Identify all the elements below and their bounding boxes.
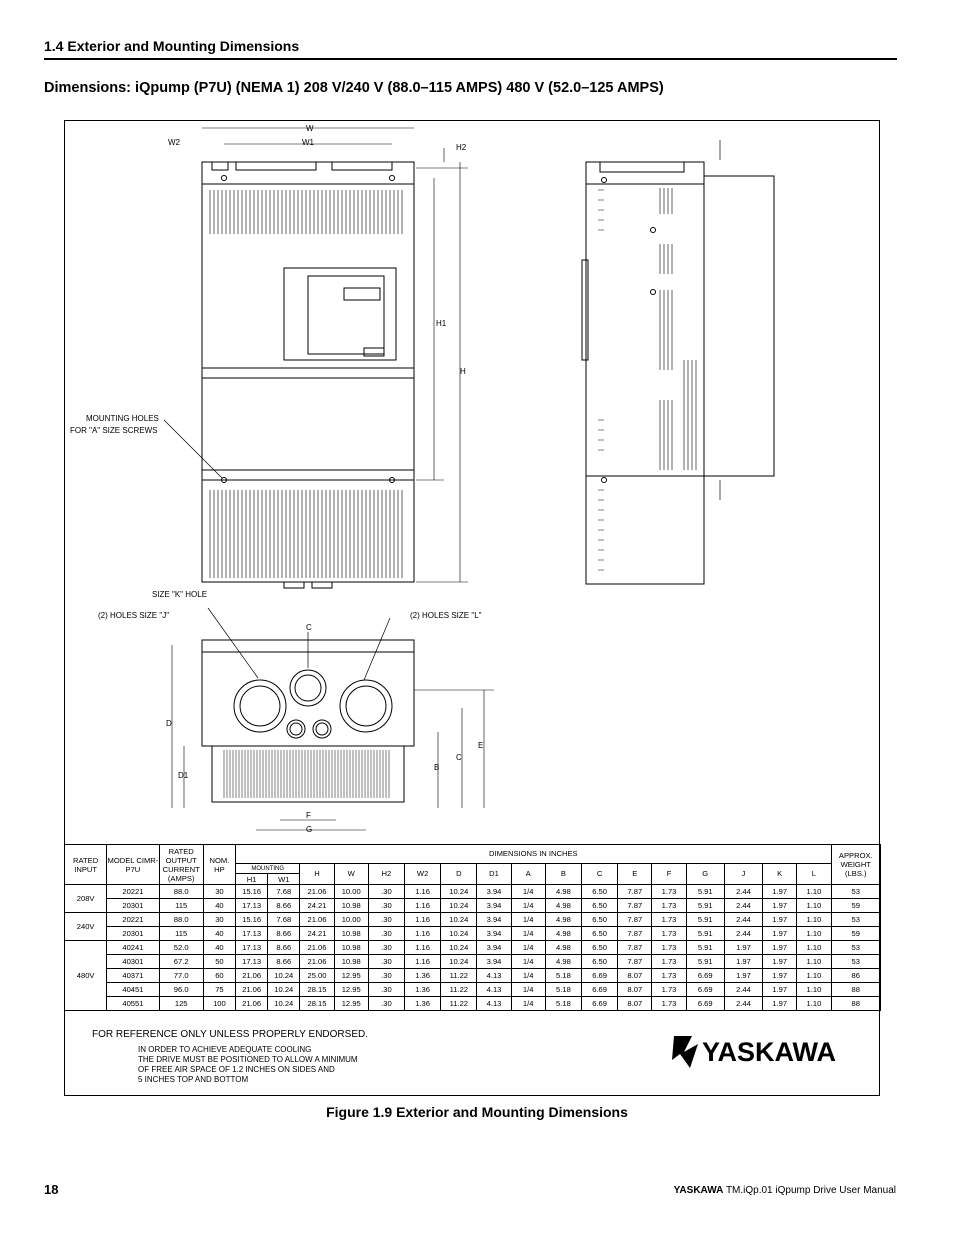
table-cell: 6.50 [582, 955, 618, 969]
table-cell: 5.91 [686, 927, 724, 941]
table-cell: 7.87 [618, 955, 652, 969]
table-cell: 6.50 [582, 885, 618, 899]
table-cell: .30 [368, 927, 404, 941]
table-cell: 20301 [107, 899, 159, 913]
table-cell: 6.69 [686, 969, 724, 983]
table-cell: 6.50 [582, 913, 618, 927]
front-view [164, 128, 468, 588]
table-cell: 4.98 [545, 913, 581, 927]
table-cell: 28.15 [300, 997, 334, 1011]
table-cell: 1.73 [652, 997, 686, 1011]
table-cell: 10.98 [334, 899, 368, 913]
label-mounting-screws: FOR "A" SIZE SCREWS [70, 426, 158, 435]
table-cell: 21.06 [236, 969, 268, 983]
label-j-holes: (2) HOLES SIZE "J" [98, 611, 170, 620]
table-row [65, 997, 881, 1011]
table-cell: 1.16 [405, 913, 441, 927]
table-cell: 1.73 [652, 913, 686, 927]
table-cell: 8.07 [618, 983, 652, 997]
col-h2: H2 [368, 864, 404, 885]
table-cell: 1/4 [511, 941, 545, 955]
table-cell: 4.13 [477, 969, 511, 983]
table-cell: 1.97 [763, 969, 797, 983]
table-cell: 75 [203, 983, 235, 997]
table-cell: 10.24 [268, 969, 300, 983]
label-l-holes: (2) HOLES SIZE "L" [410, 611, 482, 620]
table-cell: 1.97 [763, 899, 797, 913]
table-cell: 3.94 [477, 913, 511, 927]
table-cell: 2.44 [724, 927, 762, 941]
table-cell: 3.94 [477, 927, 511, 941]
table-cell: .30 [368, 899, 404, 913]
table-cell: 20221 [107, 913, 159, 927]
table-cell: .30 [368, 969, 404, 983]
label-h1: H1 [436, 319, 447, 328]
rated-input-cell: 480V [65, 941, 107, 1011]
table-cell: 2.44 [724, 913, 762, 927]
table-cell: 1.73 [652, 969, 686, 983]
table-cell: 7.68 [268, 913, 300, 927]
cooling-line: THE DRIVE MUST BE POSITIONED TO ALLOW A MINIMUM [138, 1055, 358, 1064]
table-cell: 1.16 [405, 927, 441, 941]
table-cell: 115 [159, 927, 203, 941]
table-cell: 10.24 [268, 983, 300, 997]
table-cell: 60 [203, 969, 235, 983]
table-cell: 1/4 [511, 885, 545, 899]
table-cell: 4.98 [545, 885, 581, 899]
table-row [65, 885, 881, 899]
section-heading: 1.4 Exterior and Mounting Dimensions [44, 38, 300, 54]
label-w1: W1 [302, 138, 314, 147]
table-body [65, 885, 881, 1011]
table-cell: 40301 [107, 955, 159, 969]
page-number: 18 [44, 1182, 59, 1197]
table-cell: 3.94 [477, 899, 511, 913]
table-cell: .30 [368, 955, 404, 969]
table-cell: 6.69 [582, 983, 618, 997]
table-cell: 1.97 [724, 941, 762, 955]
table-cell: 1.10 [797, 927, 831, 941]
label-w: W [306, 124, 314, 133]
label-w2: W2 [168, 138, 180, 147]
table-row [65, 941, 881, 955]
drawing-labels [70, 124, 483, 834]
table-cell: 1/4 [511, 955, 545, 969]
col-w1: W1 [268, 874, 300, 885]
table-cell: 3.94 [477, 885, 511, 899]
table-cell: 6.69 [686, 983, 724, 997]
table-cell: 40551 [107, 997, 159, 1011]
table-cell: 21.06 [236, 983, 268, 997]
table-row [65, 983, 881, 997]
table-cell: 5.91 [686, 885, 724, 899]
label-d: D [166, 719, 172, 728]
col-k: K [763, 864, 797, 885]
table-cell: 1.97 [724, 955, 762, 969]
cooling-note [138, 1045, 358, 1085]
col-nom-hp: NOM. HP [203, 845, 235, 885]
table-cell: 10.24 [441, 913, 477, 927]
col-model: MODEL CIMR-P7U [107, 845, 159, 885]
table-cell: 52.0 [159, 941, 203, 955]
table-cell: 12.95 [334, 997, 368, 1011]
table-cell: 4.13 [477, 997, 511, 1011]
table-cell: 15.16 [236, 885, 268, 899]
table-cell: 1.10 [797, 955, 831, 969]
table-cell: 1.97 [763, 927, 797, 941]
table-cell: 10.24 [268, 997, 300, 1011]
footer-brand: YASKAWA [673, 1185, 724, 1196]
table-cell: .30 [368, 885, 404, 899]
table-cell: 7.87 [618, 941, 652, 955]
table-cell: 24.21 [300, 927, 334, 941]
table-cell: 8.07 [618, 997, 652, 1011]
table-cell: 2.44 [724, 997, 762, 1011]
table-cell: 5.18 [545, 969, 581, 983]
table-cell: 1/4 [511, 997, 545, 1011]
figure-caption: Figure 1.9 Exterior and Mounting Dimensions [326, 1104, 628, 1120]
label-mounting-holes: MOUNTING HOLES [86, 414, 159, 423]
table-cell: 21.06 [300, 913, 334, 927]
section-rule [44, 58, 897, 60]
table-cell: 59 [831, 927, 880, 941]
col-j: J [724, 864, 762, 885]
table-cell: 4.13 [477, 983, 511, 997]
page-title: Dimensions: iQpump (P7U) (NEMA 1) 208 V/240 V (88.0–115 AMPS) 480 V (52.0–125 AMPS) [44, 80, 664, 96]
table-cell: 1.97 [724, 969, 762, 983]
table-cell: 7.68 [268, 885, 300, 899]
label-h2: H2 [456, 143, 467, 152]
table-cell: 1.10 [797, 913, 831, 927]
table-cell: 8.66 [268, 941, 300, 955]
table-cell: 40 [203, 899, 235, 913]
label-g: G [306, 825, 313, 834]
table-cell: 8.66 [268, 927, 300, 941]
table-cell: 1.97 [763, 983, 797, 997]
table-cell: 17.13 [236, 955, 268, 969]
table-cell: 1.16 [405, 885, 441, 899]
table-cell: 6.69 [582, 969, 618, 983]
table-cell: 10.98 [334, 955, 368, 969]
table-cell: 10.24 [441, 927, 477, 941]
table-cell: 2.44 [724, 983, 762, 997]
table-cell: 1.73 [652, 927, 686, 941]
col-d: D [441, 864, 477, 885]
table-cell: 88.0 [159, 913, 203, 927]
table-cell: 67.2 [159, 955, 203, 969]
table-cell: 53 [831, 913, 880, 927]
table-cell: 100 [203, 997, 235, 1011]
table-cell: 6.69 [686, 997, 724, 1011]
table-cell: 40371 [107, 969, 159, 983]
table-cell: 17.13 [236, 899, 268, 913]
col-f: F [652, 864, 686, 885]
col-weight: APPROX. WEIGHT (LBS.) [831, 845, 880, 885]
table-cell: 3.94 [477, 955, 511, 969]
col-rated-output: RATED OUTPUT CURRENT (AMPS) [159, 845, 203, 885]
table-cell: 17.13 [236, 941, 268, 955]
table-cell: 88 [831, 983, 880, 997]
col-e: E [618, 864, 652, 885]
table-cell: 53 [831, 941, 880, 955]
table-row [65, 899, 881, 913]
table-cell: 4.98 [545, 899, 581, 913]
table-cell: 4.98 [545, 927, 581, 941]
table-cell: 77.0 [159, 969, 203, 983]
table-cell: 10.24 [441, 955, 477, 969]
table-cell: 1.73 [652, 899, 686, 913]
table-cell: 1/4 [511, 913, 545, 927]
rated-input-cell: 208V [65, 885, 107, 913]
table-cell: 5.18 [545, 983, 581, 997]
label-b: B [434, 763, 440, 772]
table-cell: 1.97 [763, 913, 797, 927]
table-cell: 4.98 [545, 955, 581, 969]
table-cell: 10.00 [334, 885, 368, 899]
table-cell: 53 [831, 955, 880, 969]
table-cell: 7.87 [618, 899, 652, 913]
side-view [582, 140, 774, 584]
table-cell: 6.69 [582, 997, 618, 1011]
yaskawa-logo [670, 1030, 860, 1072]
table-cell: 11.22 [441, 997, 477, 1011]
table-cell: 125 [159, 997, 203, 1011]
cooling-line: OF FREE AIR SPACE OF 1.2 INCHES ON SIDES AND [138, 1065, 335, 1074]
table-cell: 11.22 [441, 969, 477, 983]
table-cell: 21.06 [300, 885, 334, 899]
table-cell: 2.44 [724, 885, 762, 899]
table-cell: 1.10 [797, 899, 831, 913]
table-cell: 30 [203, 885, 235, 899]
col-b: B [545, 864, 581, 885]
table-cell: 1.16 [405, 899, 441, 913]
label-d1: D1 [178, 771, 189, 780]
table-cell: 1.73 [652, 955, 686, 969]
label-c: C [456, 753, 462, 762]
table-cell: 1.73 [652, 983, 686, 997]
table-cell: 1.10 [797, 885, 831, 899]
table-cell: 50 [203, 955, 235, 969]
table-cell: 20221 [107, 885, 159, 899]
col-w2: W2 [405, 864, 441, 885]
footer-manual-title: TM.iQp.01 iQpump Drive User Manual [725, 1185, 896, 1196]
table-cell: 5.91 [686, 899, 724, 913]
table-cell: 1.97 [763, 997, 797, 1011]
table-cell: 20301 [107, 927, 159, 941]
table-cell: 10.00 [334, 913, 368, 927]
table-cell: 1.10 [797, 941, 831, 955]
table-cell: .30 [368, 983, 404, 997]
bottom-view [172, 608, 494, 830]
cooling-line: IN ORDER TO ACHIEVE ADEQUATE COOLING [138, 1045, 312, 1054]
table-cell: 5.18 [545, 997, 581, 1011]
col-c: C [582, 864, 618, 885]
table-cell: 6.50 [582, 927, 618, 941]
table-cell: 1.10 [797, 969, 831, 983]
dims-header: DIMENSIONS IN INCHES [236, 845, 832, 864]
table-cell: 1/4 [511, 969, 545, 983]
col-g: G [686, 864, 724, 885]
table-cell: 1.16 [405, 941, 441, 955]
table-cell: 8.66 [268, 899, 300, 913]
table-cell: 1.73 [652, 885, 686, 899]
table-cell: 5.91 [686, 955, 724, 969]
col-d1: D1 [477, 864, 511, 885]
table-cell: 10.98 [334, 941, 368, 955]
col-h: H [300, 864, 334, 885]
table-cell: 1/4 [511, 899, 545, 913]
table-cell: 1.10 [797, 983, 831, 997]
table-cell: 40 [203, 927, 235, 941]
table-cell: 12.95 [334, 983, 368, 997]
table-cell: 1/4 [511, 983, 545, 997]
table-cell: 24.21 [300, 899, 334, 913]
table-cell: 40 [203, 941, 235, 955]
cooling-line: 5 INCHES TOP AND BOTTOM [138, 1075, 249, 1084]
table-row [65, 913, 881, 927]
table-cell: 1.36 [405, 983, 441, 997]
footer-manual [674, 1185, 896, 1196]
col-h1: H1 [236, 874, 268, 885]
table-cell: 7.87 [618, 913, 652, 927]
table-cell: 2.44 [724, 899, 762, 913]
table-cell: 40451 [107, 983, 159, 997]
table-cell: 4.98 [545, 941, 581, 955]
table-cell: 6.50 [582, 941, 618, 955]
table-cell: 15.16 [236, 913, 268, 927]
table-cell: 6.50 [582, 899, 618, 913]
col-l: L [797, 864, 831, 885]
table-cell: 3.94 [477, 941, 511, 955]
table-cell: 10.24 [441, 941, 477, 955]
col-w: W [334, 864, 368, 885]
table-cell: 21.06 [300, 941, 334, 955]
yaskawa-logo-text: YASKAWA [702, 1037, 837, 1067]
table-cell: 10.24 [441, 885, 477, 899]
table-cell: 96.0 [159, 983, 203, 997]
yaskawa-logo-mark [672, 1036, 698, 1068]
table-cell: 115 [159, 899, 203, 913]
label-e: E [478, 741, 484, 750]
table-cell: 53 [831, 885, 880, 899]
table-cell: 10.24 [441, 899, 477, 913]
table-cell: 7.87 [618, 885, 652, 899]
table-cell: 8.07 [618, 969, 652, 983]
table-cell: 1.97 [763, 885, 797, 899]
table-cell: 21.06 [300, 955, 334, 969]
rated-input-cell: 240V [65, 913, 107, 941]
table-cell: 86 [831, 969, 880, 983]
table-cell: 8.66 [268, 955, 300, 969]
table-cell: 30 [203, 913, 235, 927]
table-cell: 7.87 [618, 927, 652, 941]
table-cell: .30 [368, 913, 404, 927]
table-row [65, 955, 881, 969]
label-c-top: C [306, 623, 312, 632]
table-cell: 1.97 [763, 955, 797, 969]
table-cell: 1.10 [797, 997, 831, 1011]
table-cell: 5.91 [686, 941, 724, 955]
table-cell: 88 [831, 997, 880, 1011]
mounting-header: MOUNTING [236, 864, 300, 874]
label-f: F [306, 811, 311, 820]
table-cell: 17.13 [236, 927, 268, 941]
table-cell: 21.06 [236, 997, 268, 1011]
table-cell: 88.0 [159, 885, 203, 899]
table-cell: 25.00 [300, 969, 334, 983]
label-k-hole: SIZE "K" HOLE [152, 590, 208, 599]
table-cell: 10.98 [334, 927, 368, 941]
table-cell: .30 [368, 997, 404, 1011]
table-cell: 40241 [107, 941, 159, 955]
col-rated-input: RATED INPUT [65, 845, 107, 885]
table-cell: 5.91 [686, 913, 724, 927]
table-cell: .30 [368, 941, 404, 955]
table-row [65, 969, 881, 983]
table-cell: 1.16 [405, 955, 441, 969]
table-cell: 1.36 [405, 997, 441, 1011]
dimension-drawing [64, 120, 880, 844]
label-h: H [460, 367, 466, 376]
col-a: A [511, 864, 545, 885]
table-cell: 12.95 [334, 969, 368, 983]
reference-note: FOR REFERENCE ONLY UNLESS PROPERLY ENDORSED. [92, 1029, 368, 1040]
table-cell: 11.22 [441, 983, 477, 997]
dimensions-table [64, 844, 881, 1011]
table-cell: 1/4 [511, 927, 545, 941]
table-cell: 28.15 [300, 983, 334, 997]
table-cell: 59 [831, 899, 880, 913]
table-row [65, 927, 881, 941]
table-cell: 1.73 [652, 941, 686, 955]
table-cell: 1.97 [763, 941, 797, 955]
table-cell: 1.36 [405, 969, 441, 983]
